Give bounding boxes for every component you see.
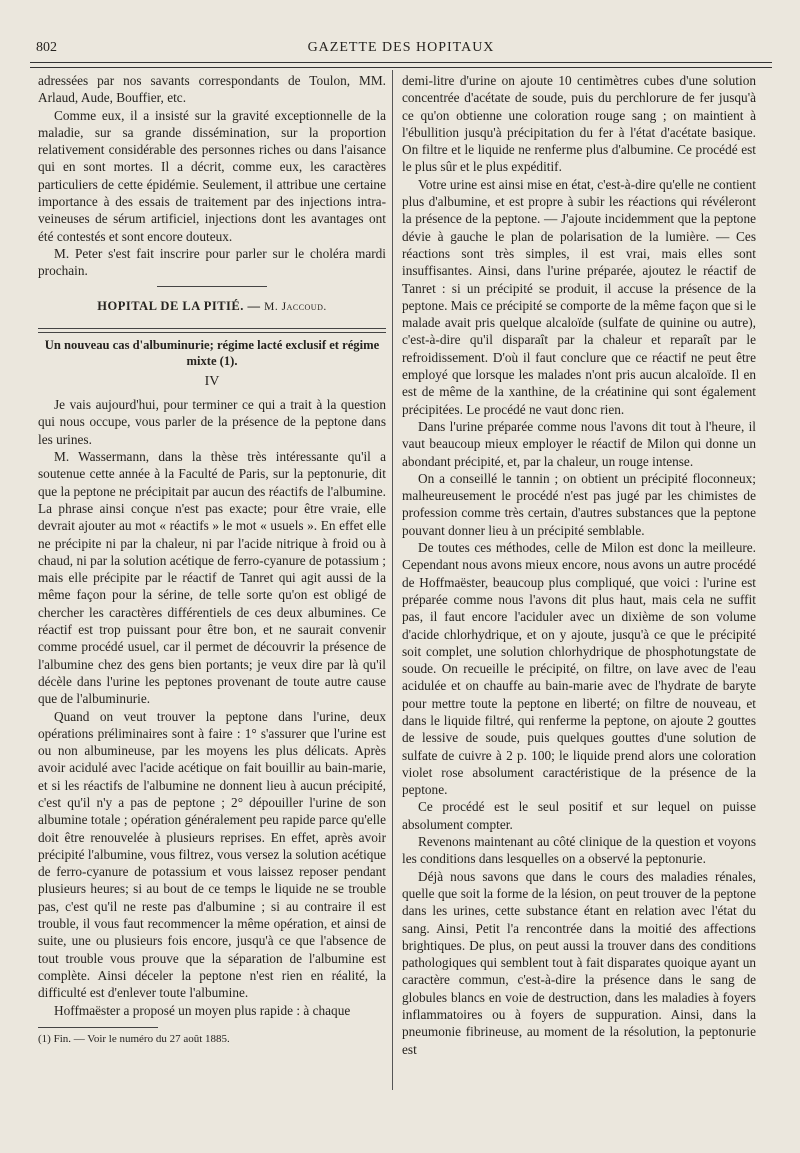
footnote: (1) Fin. — Voir le numéro du 27 août 1885. xyxy=(38,1032,230,1045)
section-heading xyxy=(38,298,386,316)
paragraph: M. Peter s'est fait inscrire pour parler sur le choléra mardi prochain. xyxy=(38,245,386,279)
paragraph: Hoffmaëster a proposé un moyen plus rapide : à chaque xyxy=(54,1002,351,1018)
paragraph: De toutes ces méthodes, celle de Milon est donc la meilleure. Cependant nous avons mieux encore, nous avons un autre procédé de Hoffmaëster, beaucoup plus compliqué, que voici : l'urine est préparée comme nous l'avons dit plus haut, mais cela ne suffit pas, il faut encore l'aciduler avec un dixième de son volume d'acide chlorhydrique, et on y ajoute, jusqu'à ce que le précipité soit complet, une solution chlorhydrique de phosphotungstate de soude. On recueille le précipité, on filtre, on lave avec de l'eau acidulée et on chauffe au bain-marie avec de l'hydrate de baryte pour mettre toute la peptone en liberté; on filtre de nouveau, et dans le liquide filtré, qui renferme la peptone, on ajoute 2 gouttes de lessive de soude, puis quelques gouttes d'une solution de sulfate de cuivre à 2 p. 100; le liquide prend alors une coloration violet rose absolument caractéristique de la présence de la peptone. xyxy=(402,540,756,798)
footnote-rule xyxy=(38,1027,158,1028)
paragraph: M. Wassermann, dans la thèse très intéressante qu'il a soutenue cette année à la Faculté de Paris, sur la peptonurie, dit que la peptone ne précipitait par aucun des réactifs de l'albumine. La phrase ainsi conçue n'est pas exacte; pour être vraie, elle devrait ajouter au mot « réactifs » le mot « usuels ». En effet elle ne précipite ni par la chaleur, ni par l'acide nitrique à froid ou à chaud, ni par la solution acétique de ferro-cyanure de potassium ; mais elle précipite par le réactif de Tanret qui agit aussi de la même façon pour la sérine, de telle sorte qu'on est obligé de chercher les caractères différentiels de ces deux albumines. Ce réactif est trop puissant pour être bon, et ne saurait convenir comme procédé usuel, car il permet de découvrir la présence de l'albumine chez des gens bien portants; je veux dire par là qu'il décèle dans l'urine les peptones provenant de toute autre cause que de l'albuminurie. xyxy=(38,449,386,707)
section-title: HOPITAL DE LA PITIÉ. — xyxy=(97,298,261,313)
article-rule xyxy=(38,328,386,333)
paragraph: On a conseillé le tannin ; on obtient un précipité floconneux; malheureusement le procédé n'est pas jugé par les chimistes de profession comme très certain, d'autres substances que la peptone pouvant donner lieu à un précipité semblable. xyxy=(402,470,756,538)
paragraph: Revenons maintenant au côté clinique de la question et voyons les conditions dans lesquelles on a observé la peptonurie. xyxy=(402,834,756,867)
right-column xyxy=(402,72,756,1058)
separator xyxy=(157,286,267,288)
paragraph: demi-litre d'urine on ajoute 10 centimètres cubes d'une solution concentrée d'acétate de soude, puis du perchlorure de fer jusqu'à ce qu'on obtienne une coloration rouge sang ; on maintient à l'ébullition jusqu'à précipitation du fer à l'état d'acétate basique. On filtre et le liquide ne renferme plus d'albumine. Ce procédé est le plus sûr et le plus expéditif. xyxy=(402,73,756,175)
page-number: 802 xyxy=(36,40,57,55)
paragraph: Dans l'urine préparée comme nous l'avons dit tout à l'heure, il vaut beaucoup mieux employer le réactif de Milon qui donne un abondant précipité, et, par la chaleur, un rouge intense. xyxy=(402,418,756,469)
paragraph: Quand on veut trouver la peptone dans l'urine, deux opérations préliminaires sont à faire : 1° s'assurer que l'urine est ou non albumineuse, par les moyens les plus délicats. Après avoir acidulé avec l'acide acétique on fait bouillir au bain-marie, et si les réactifs de l'albumine ne donnent lieu à aucun précipité, c'est qu'il n'y a pas de peptone ; 2° dépouiller l'urine de son albumine totale ; opération généralement peu rapide parce qu'elle doit être renouvelée à plusieurs reprises. En effet, après avoir précipité l'albumine, vous filtrez, vous versez la solution acétique de ferro-cyanure de potassium et vous laissez reposer pendant plusieurs heures; si au bout de ce temps le liquide ne se trouble pas, c'est qu'il ne reste pas d'albumine ; si au contraire il est trouble, il vous faut recommencer la même opération, et ainsi de suite, une ou plusieurs fois encore, jusqu'à ce que l'absence de tout trouble vous prouve que la séparation de l'albumine est complète. Ainsi déceler la peptone n'est rien en réalité, la difficulté est d'enlever toute l'albumine. xyxy=(38,708,387,1001)
article-title: Un nouveau cas d'albuminurie; régime lacté exclusif et régime mixte (1). xyxy=(44,337,380,368)
journal-title: GAZETTE DES HOPITAUX xyxy=(307,40,495,55)
paragraph: Votre urine est ainsi mise en état, c'est-à-dire qu'elle ne contient plus d'albumine, et est propre à subir les réactions qui révéleront la présence de la peptone. — J'ajoute incidemment que la peptone dévie à gauche le plan de polarisation de la lumière. — Ces réactions sont très simples, il est vrai, mais elles sont insuffisantes. Ainsi, dans l'urine préparée, ajoutez le réactif de Tanret : si un précipité se produit, il accuse la présence de la peptone. Mais ce précipité se comporte de la même façon que si le malade avait pris quelque alcaloïde (sulfate de quinine ou autre), c'est-à-dire qu'il disparaît par la chaleur et reparaît par le refroidissement. D'où il faut conclure que ce réactif ne peut être employé que lorsque les malades n'ont pris aucun alcaloïde. Il en est de même de la xanthine, de la créatinine qui sont également précipitées. Le procédé ne vaut donc rien. xyxy=(402,176,756,417)
header-rule xyxy=(30,62,772,68)
left-column xyxy=(38,72,386,1046)
paragraph: Déjà nous savons que dans le cours des maladies rénales, quelle que soit la forme de la lésion, on peut trouver de la peptone dans les urines, cette substance étant en relation avec l'état du sang. Ainsi, Petit l'a rencontrée dans la moitié des affections brightiques. De plus, on peut aussi la trouver dans des conditions pathologiques qui semblent tout à fait disparates quoique ayant un caractère commun, c'est-à-dire la présence dans le sang de globules blancs en voie de destruction, dans les maladies à foyers inflammatoires ou à foyers de suppuration. Ainsi, dans la pneumonie fibrineuse, au moment de la résolution, la peptonurie est xyxy=(402,868,756,1057)
paragraph: Ce procédé est le seul positif et sur lequel on puisse absolument compter. xyxy=(402,799,756,832)
page-header xyxy=(30,30,772,60)
paragraph: adressées par nos savants correspondants de Toulon, MM. Arlaud, Aude, Bouffier, etc. xyxy=(38,73,386,106)
column-divider xyxy=(392,70,393,1090)
paragraph: Je vais aujourd'hui, pour terminer ce qui a trait à la question qui nous occupe, vous parler de la présence de la peptone dans les urines. xyxy=(38,397,386,447)
paragraph: Comme eux, il a insisté sur la gravité exceptionnelle de la maladie, sur sa grande dissémination, sur la proportion relativement considérable des personnes riches ou dans l'aisance qui en sont mortes. Il a décrit, comme eux, les caractères particuliers de cette épidémie. Seulement, il attribue une certaine importance à des essais de traitement par des injections intra-veineuses de sérum artificiel, injections dont les avantages ont été contestés et sont encore douteux. xyxy=(38,107,386,244)
part-number: IV xyxy=(204,373,220,389)
section-author: M. Jaccoud. xyxy=(264,300,327,313)
